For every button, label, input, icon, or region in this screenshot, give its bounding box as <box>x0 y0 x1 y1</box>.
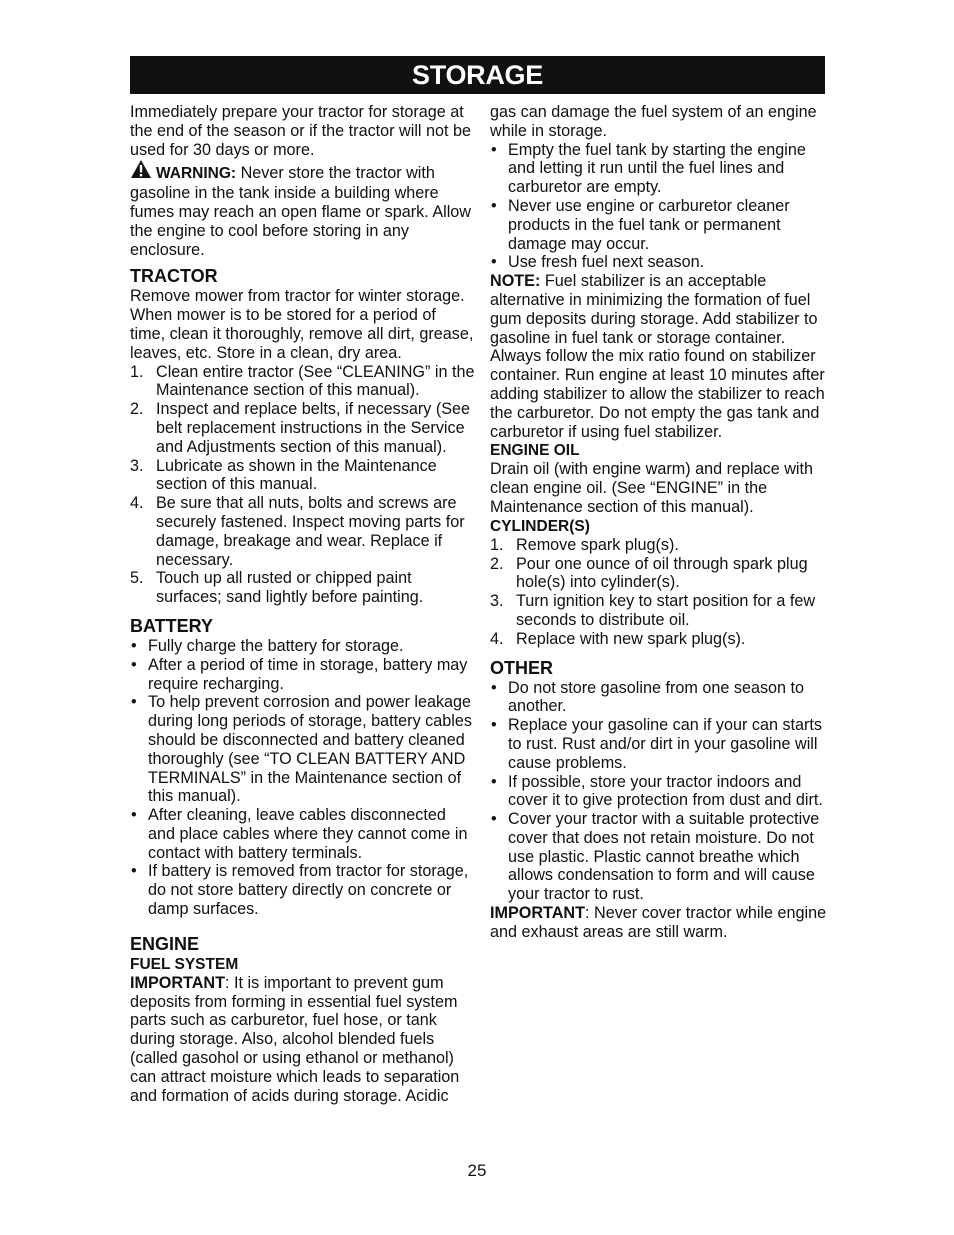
list-item: • If battery is removed from tractor for storage, do not store battery directly on concrete or damp surfaces. <box>131 862 469 919</box>
list-item-text: Remove spark plug(s). <box>516 535 679 554</box>
fuel-list <box>490 141 835 273</box>
tractor-text: Remove mower from tractor for winter storage. When mower is to be stored for a period of time, clean it thoroughly, remove all dirt, grease, leaves, etc. Store in a clean, dry area. <box>130 287 474 362</box>
list-item: • After a period of time in storage, battery may require recharging. <box>131 655 468 693</box>
list-item: • To help prevent corrosion and power leakage during long periods of storage, battery cables should be disconnected and battery cleaned thoroughly (see “TO CLEAN BATTERY AND TERMINALS” in the Maintenance section of this manual). <box>131 693 472 806</box>
list-item: 2. Inspect and replace belts, if necessary (See belt replacement instructions in the Service and Adjustments section of this manual). <box>130 400 471 456</box>
other-important-paragraph <box>490 904 835 942</box>
bullet: • <box>491 140 497 159</box>
list-item <box>490 555 835 593</box>
list-item-text: Never use engine or carburetor cleaner products in the fuel tank or permanent damage may occur. <box>508 196 790 253</box>
list-item <box>490 141 835 197</box>
battery-list <box>130 637 475 919</box>
list-item-text: Do not store gasoline from one season to another. <box>508 678 805 716</box>
fuel-important-continued: gas can damage the fuel system of an engine while in storage. <box>490 103 817 140</box>
list-item <box>490 197 835 253</box>
list-item-text: Empty the fuel tank by starting the engine and letting it run until the fuel lines and carburetor are empty. <box>508 140 806 197</box>
fuel-system-heading: FUEL SYSTEM <box>130 955 239 973</box>
cylinders-heading: CYLINDER(S) <box>490 517 590 535</box>
list-item <box>490 253 835 272</box>
list-item-text: Replace with new spark plug(s). <box>516 629 746 648</box>
bullet: • <box>491 196 497 215</box>
list-item-text: If possible, store your tractor indoors and cover it to give protection from dust and dirt. <box>508 772 823 810</box>
tractor-heading: TRACTOR <box>130 266 218 287</box>
engine-oil-text: Drain oil (with engine warm) and replace with clean engine oil. (See “ENGINE” in the Maintenance section of this manual). <box>490 460 813 516</box>
list-item: • Fully charge the battery for storage. <box>131 636 404 655</box>
page-title: STORAGE <box>130 56 825 94</box>
list-item <box>490 679 835 717</box>
fuel-important-paragraph <box>130 974 475 1106</box>
cylinder-steps <box>490 536 835 649</box>
other-list <box>490 679 835 905</box>
list-item <box>490 592 835 630</box>
right-column-continued <box>490 103 835 942</box>
step-number: 1. <box>490 535 504 554</box>
note-text: Fuel stabilizer is an acceptable alternative in minimizing the formation of fuel gum deposits during storage. Add stabilizer to gasoline in fuel tank or storage container. Always follow the mix ratio found on stabilizer container. Run engine at least 10 minutes after adding stabilizer to allow the stabilizer to reach the carburetor. Do not empty the gas tank and carburetor if using fuel stabilizer. <box>490 272 825 441</box>
bullet: • <box>491 253 497 272</box>
left-column <box>130 103 475 1105</box>
list-item <box>490 630 835 649</box>
list-item <box>490 536 835 555</box>
list-item: • After cleaning, leave cables disconnected and place cables where they cannot come in contact with battery terminals. <box>131 806 468 862</box>
important-label: IMPORTANT <box>490 904 586 923</box>
important-text: : It is important to prevent gum deposits from forming in essential fuel system parts such as carburetor, fuel hose, or tank during storage. Also, alcohol blended fuels (called gasohol or using ethanol or methanol) can attract moisture which leads to separation and formation of acids during storage. Acidic <box>130 973 460 1105</box>
bullet: • <box>491 678 497 697</box>
other-heading: OTHER <box>490 657 553 678</box>
engine-heading: ENGINE <box>130 933 200 954</box>
step-number: 3. <box>490 592 504 611</box>
important-text: : Never cover tractor while engine and exhaust areas are still warm. <box>490 904 827 941</box>
list-item: 4. Be sure that all nuts, bolts and screws are securely fastened. Inspect moving parts for damage, breakage and wear. Replace if necessary. <box>130 494 465 569</box>
page-number: 25 <box>467 1161 487 1180</box>
note-paragraph <box>490 272 835 441</box>
list-item <box>490 773 835 811</box>
step-number: 4. <box>490 629 504 648</box>
list-item-text: Pour one ounce of oil through spark plug hole(s) into cylinder(s). <box>516 554 808 592</box>
list-item: 5. Touch up all rusted or chipped paint surfaces; sand lightly before painting. <box>130 569 424 607</box>
warning-paragraph <box>130 159 475 259</box>
list-item-text: Use fresh fuel next season. <box>508 253 705 272</box>
bullet: • <box>491 772 497 791</box>
list-item: 1. Clean entire tractor (See “CLEANING” in the Maintenance section of this manual). <box>130 362 475 400</box>
list-item-text: Cover your tractor with a suitable protective cover that does not retain moisture. Do not use plastic. Plastic cannot breathe which allows condensation to form and will cause your tractor to rust. <box>508 810 820 904</box>
warning-triangle-icon <box>130 159 152 184</box>
list-item <box>490 716 835 772</box>
intro-paragraph: Immediately prepare your tractor for storage at the end of the season or if the tractor will not be used for 30 days or more. <box>130 103 472 159</box>
step-number: 2. <box>490 554 504 573</box>
bullet: • <box>491 716 497 735</box>
note-label: NOTE: <box>490 272 541 291</box>
list-item <box>490 810 835 904</box>
list-item-text: Turn ignition key to start position for a few seconds to distribute oil. <box>516 592 816 629</box>
tractor-steps <box>130 363 475 607</box>
battery-heading: BATTERY <box>130 615 213 636</box>
list-item-text: Replace your gasoline can if your can starts to rust. Rust and/or dirt in your gasoline will cause problems. <box>508 716 823 772</box>
bullet: • <box>491 810 497 829</box>
engine-oil-heading: ENGINE OIL <box>490 442 580 460</box>
warning-label: WARNING: <box>156 165 237 183</box>
important-label: IMPORTANT <box>130 973 226 992</box>
list-item: 3. Lubricate as shown in the Maintenance section of this manual. <box>130 456 437 494</box>
warning-text: Never store the tractor with gasoline in the tank inside a building where fumes may reach an open flame or spark. Allow the engine to cool before storing in any enclosure. <box>130 164 471 259</box>
